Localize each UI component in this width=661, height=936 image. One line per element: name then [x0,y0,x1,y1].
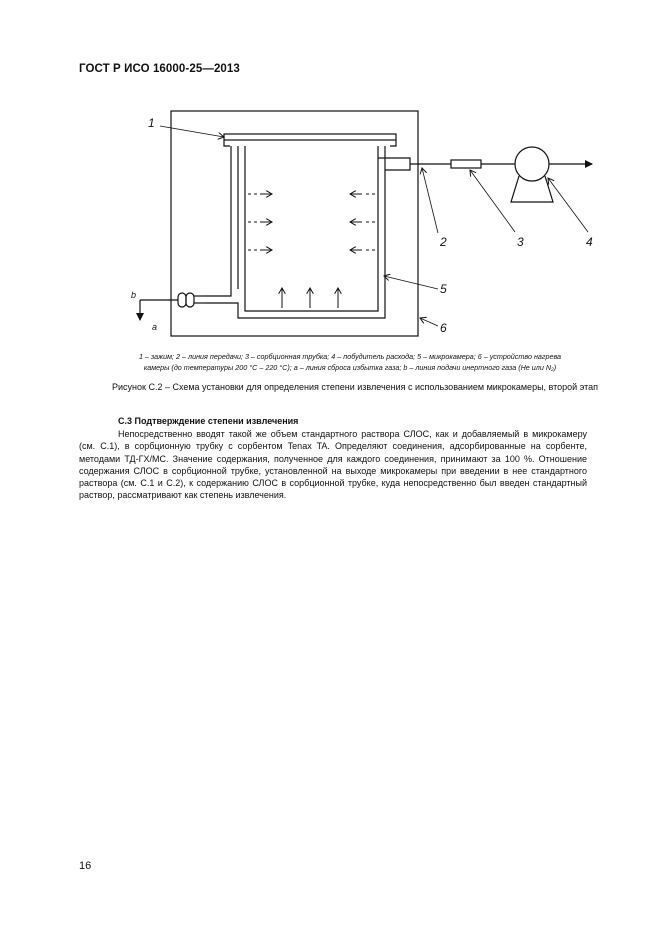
microchamber [205,146,410,318]
flow-pump [511,147,592,202]
label-b: b [131,290,137,300]
label-5: 5 [440,282,447,296]
figure-legend [90,351,610,373]
label-1: 1 [148,116,155,130]
label-2: 2 [440,235,447,249]
figure-caption: Рисунок С.2 – Схема установки для определения степени извлечения с использованием микрокамеры, второй этап [112,382,598,392]
label-4: 4 [586,235,593,249]
figure-legend-line-2: камеры (до температуры 200 °С – 220 °С); a – линия сброса избытка газа; b – линия подачи инертного газа (Не или N₂) [143,363,557,372]
label-3: 3 [517,235,524,249]
microchamber-setup-diagram [0,0,661,350]
flow-arrows [248,194,375,308]
section-heading: С.3 Подтверждение степени извлечения [118,416,299,426]
page-number: 16 [79,860,92,872]
label-6: 6 [440,321,447,335]
clamp-lid [224,134,396,146]
label-a: a [152,322,158,332]
body-paragraph: Непосредственно вводят такой же объем стандартного раствора СЛОС, как и добавляемый в микрокамеру (см. С.1), в сорбционную трубку с сорбентом Tenax TA. Определяют соединения, адсорбированные на сорбенте, методами ТД-ГХ/МС. Значение содержания, полученное для каждого соединения, принимают за 100 %. Отношение содержания СЛОС в сорбционной трубке, установленной на выходе микрокамеры при введении в нее стандартного раствора (см. С.1 и С.2), к содержанию СЛОС в сорбционной трубке, куда непосредственно был введен стандартный раствор, рассматривают как степень извлечения. [79,429,587,501]
document-header: ГОСТ Р ИСО 16000-25—2013 [79,63,240,75]
section-body [79,428,587,502]
figure-legend-line-1: 1 – зажим; 2 – линия передачи; 3 – сорбционная трубка; 4 – побудитель расхода; 5 – микрокамера; 6 – устройство нагрева [138,352,562,361]
heater-box [171,111,418,336]
inert-gas-inlet [140,293,205,320]
transfer-line [410,160,515,168]
